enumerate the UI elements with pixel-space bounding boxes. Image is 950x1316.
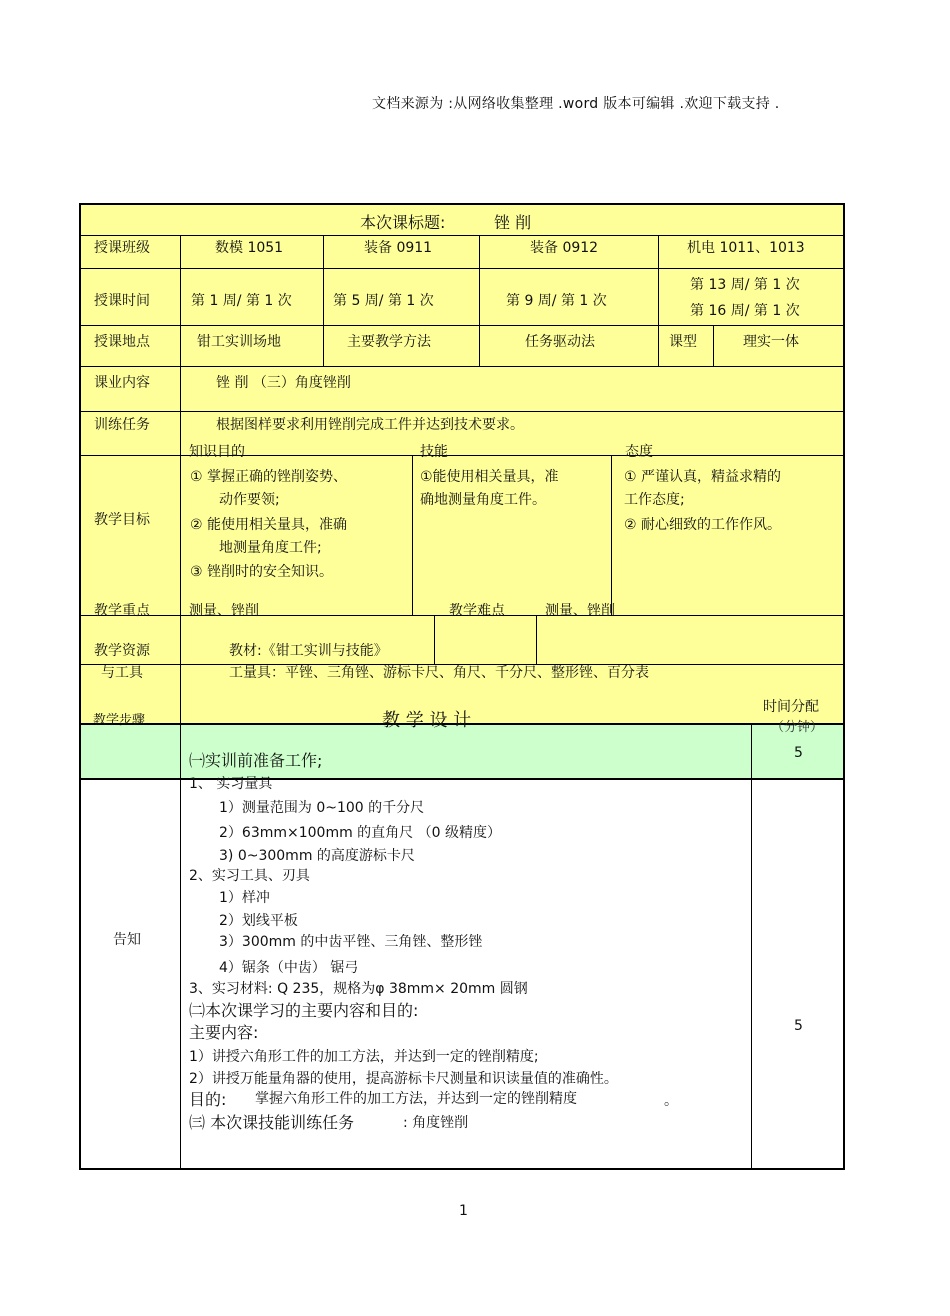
knowledge-item: ② 能使用相关量具，准确 [190,517,348,533]
skill-item: 确地测量角度工件。 [420,492,546,508]
skill-item: ①能使用相关量具，准 [420,469,559,485]
row-divider [80,325,844,326]
type-value: 理实一体 [743,334,799,350]
content-value: 锉 削 （三）角度锉削 [216,375,351,391]
col-divider [434,615,435,664]
body-line: 1）测量范围为 0~100 的千分尺 [219,800,425,816]
section2-title: ㈡本次课学习的主要内容和目的: [189,1001,419,1020]
purpose-label: 目的: [189,1090,227,1109]
class-cell: 数模 1051 [215,240,284,256]
place-value: 钳工实训场地 [197,334,281,350]
body-line: 4）锯条（中齿） 锯弓 [219,960,359,976]
resource-label-2: 与工具 [101,665,143,681]
time-cell: 第 5 周/ 第 1 次 [333,293,434,309]
body-line: 2）划线平板 [219,913,298,929]
time-label: 授课时间 [94,293,150,309]
body-line: 3、实习材料: Q 235，规格为φ 38mm× 20mm 圆钢 [189,981,528,997]
section3-value: : 角度锉削 [403,1115,469,1131]
key-value: 测量、锉削 [189,603,259,619]
prep-title: ㈠实训前准备工作; [189,751,323,770]
header-note: 文档来源为 :从网络收集整理 .word 版本可编辑 .欢迎下载支持 . [372,96,780,112]
time-cell: 第 13 周/ 第 1 次 [690,277,800,293]
purpose-end: 。 [664,1093,678,1109]
section2-item: 1）讲授六角形工件的加工方法，并达到一定的锉削精度; [189,1049,539,1065]
place-label: 授课地点 [94,334,150,350]
col-divider [751,723,752,1169]
row-divider [80,366,844,367]
difficulty-value: 测量、锉削 [545,603,615,619]
col-divider [479,235,480,366]
body-line: 2）63mm×100mm 的直角尺 （0 级精度） [219,825,501,841]
knowledge-item: ① 掌握正确的锉削姿势、 [190,469,348,485]
class-cell: 装备 0911 [364,240,433,256]
textbook-value: 教材:《钳工实训与技能》 [229,643,388,659]
class-cell: 装备 0912 [530,240,599,256]
lesson-title-label: 本次课标题: [360,213,446,232]
skill-label: 技能 [420,444,448,460]
key-label: 教学重点 [94,603,150,619]
body-line: 1、 实习量具 [189,776,273,792]
knowledge-item: 地测量角度工件; [219,540,322,556]
body-time: 5 [794,1018,803,1034]
resource-label: 教学资源 [94,643,150,659]
col-divider [713,325,714,366]
body-line: 1）样冲 [219,890,270,906]
col-divider [180,235,181,1169]
row-divider [80,268,844,269]
col-divider [536,615,537,664]
goal-label: 教学目标 [94,512,150,528]
method-label: 主要教学方法 [347,334,431,350]
task-label: 训练任务 [94,417,150,433]
col-divider [323,235,324,366]
difficulty-label: 教学难点 [449,603,505,619]
body-line: 3) 0~300mm 的高度游标卡尺 [219,848,415,864]
time-alloc-label: 时间分配 [763,699,819,715]
body-line: 3）300mm 的中齿平锉、三角锉、整形锉 [219,934,483,950]
body-line: 2、实习工具、刃具 [189,868,310,884]
lesson-title-value: 锉 削 [494,213,532,232]
col-divider [658,235,659,366]
col-divider [611,455,612,615]
content-label: 课业内容 [94,375,150,391]
attitude-item: 工作态度; [624,492,685,508]
time-alloc-unit: （分钟） [771,720,824,735]
tools-value: 工量具：平锉、三角锉、游标卡尺、角尺、千分尺、整形锉、百分表 [229,665,649,681]
page-number: 1 [459,1203,468,1219]
attitude-label: 态度 [625,444,653,460]
method-value: 任务驱动法 [525,334,595,350]
steps-label: 教学步骤 [93,713,146,728]
section2-sub: 主要内容: [189,1023,259,1042]
section2-item: 2）讲授万能量角器的使用，提高游标卡尺测量和识读量值的准确性。 [189,1071,618,1087]
row-divider [80,235,844,236]
knowledge-item: 动作要领; [219,492,280,508]
knowledge-label: 知识目的 [189,444,245,460]
knowledge-item: ③ 锉削时的安全知识。 [190,564,334,580]
time-cell: 第 9 周/ 第 1 次 [506,293,607,309]
col-divider [412,455,413,615]
design-title: 教 学 设 计 [382,710,472,731]
task-value: 根据图样要求利用锉削完成工件并达到技术要求。 [216,417,524,433]
row-divider [80,411,844,412]
type-label: 课型 [669,334,697,350]
time-cell: 第 16 周/ 第 1 次 [690,303,800,319]
time-cell: 第 1 周/ 第 1 次 [191,293,292,309]
section3-title: ㈢ 本次课技能训练任务 [189,1113,355,1132]
attitude-item: ① 严谨认真，精益求精的 [624,469,782,485]
attitude-item: ② 耐心细致的工作作风。 [624,517,782,533]
class-cell: 机电 1011、1013 [687,240,805,256]
purpose-value: 掌握六角形工件的加工方法，并达到一定的锉削精度 [255,1091,577,1107]
notify-label: 告知 [113,932,141,948]
class-label: 授课班级 [94,240,150,256]
prep-time: 5 [794,745,803,761]
